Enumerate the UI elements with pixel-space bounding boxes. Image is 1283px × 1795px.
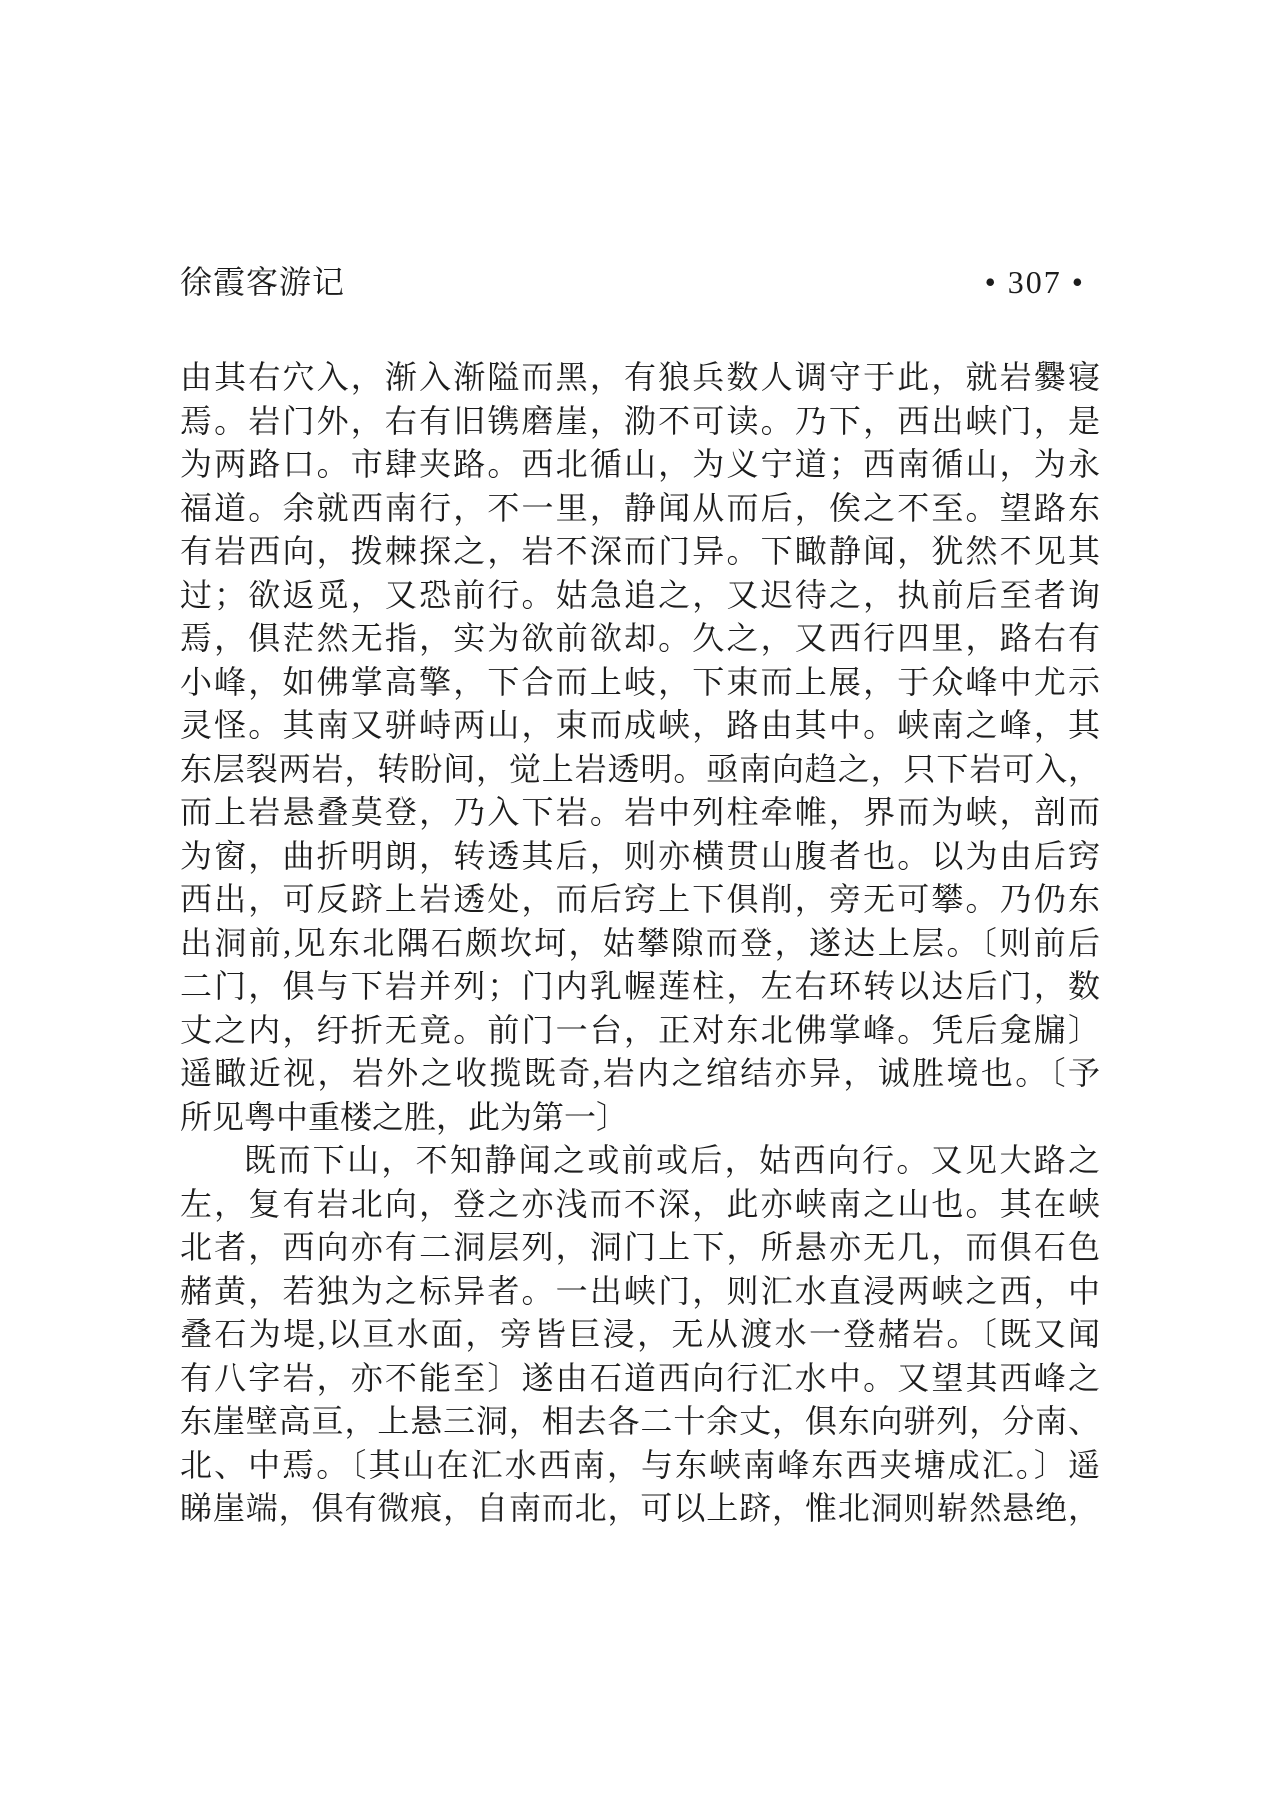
text-line: 睇崖端，俱有微痕，自南而北，可以上跻，惟北洞则崭然悬绝，: [180, 1490, 1100, 1526]
text-line: 北者，西向亦有二洞层列，洞门上下，所悬亦无几，而俱石色: [180, 1229, 1100, 1265]
text-line: 福道。余就西南行，不一里，静闻从而后，俟之不至。望路东: [180, 489, 1100, 526]
text-line: 有岩西向，拨棘探之，岩不深而门异。下瞰静闻，犹然不见其: [180, 533, 1100, 569]
text-line: 东层裂两岩，转盼间，觉上岩透明。亟南向趋之，只下岩可入，: [180, 750, 1100, 787]
text-line: 而上岩悬叠莫登，乃入下岩。岩中列柱牵帷，界而为峡，剖而: [180, 794, 1100, 830]
text-line: 过；欲返觅，又恐前行。姑急追之，又迟待之，执前后至者询: [180, 576, 1100, 613]
text-line: 小峰，如佛掌高擎，下合而上岐，下束而上展，于众峰中尤示: [180, 663, 1100, 700]
text-line: 既而下山，不知静闻之或前或后，姑西向行。又见大路之: [244, 1142, 1100, 1178]
text-line: 焉。岩门外，右有旧镌磨崖，泐不可读。乃下，西出峡门，是: [180, 402, 1100, 439]
text-line: 左，复有岩北向，登之亦浅而不深，此亦峡南之山也。其在峡: [180, 1185, 1100, 1222]
text-line: 由其右穴入，渐入渐隘而黑，有狼兵数人调守于此，就岩爨寝: [180, 359, 1100, 395]
text-line: 赭黄，若独为之标异者。一出峡门，则汇水直浸两峡之西，中: [180, 1272, 1100, 1309]
text-line: 西出，可反跻上岩透处，而后窍上下俱削，旁无可攀。乃仍东: [180, 881, 1100, 917]
text-line: 北、中焉。〔其山在汇水西南，与东峡南峰东西夹塘成汇。〕遥: [180, 1446, 1100, 1483]
text-line: 东崖壁高亘，上悬三洞，相去各二十余丈，俱东向骈列，分南、: [180, 1403, 1100, 1439]
text-line: 有八字岩，亦不能至〕遂由石道西向行汇水中。又望其西峰之: [180, 1359, 1100, 1396]
text-line: 焉，俱茫然无指，实为欲前欲却。久之，又西行四里，路右有: [180, 620, 1100, 656]
text-line: 为两路口。市肆夹路。西北循山，为义宁道；西南循山，为永: [180, 446, 1100, 482]
page-body: [180, 356, 1100, 1531]
text-line: 所见粤中重楼之胜，此为第一〕: [180, 1098, 629, 1135]
text-line: 丈之内，纡折无竟。前门一台，正对东北佛掌峰。凭后龛牖〕: [180, 1011, 1100, 1048]
text-line: 灵怪。其南又骈峙两山，束而成峡，路由其中。峡南之峰，其: [180, 707, 1100, 743]
page-number: • 307 •: [984, 264, 1085, 300]
page-header: [180, 262, 1085, 302]
text-line: 为窗，曲折明朗，转透其后，则亦横贯山腹者也。以为由后窍: [180, 837, 1100, 874]
text-line: 遥瞰近视，岩外之收揽既奇,岩内之绾结亦异，诚胜境也。〔予: [180, 1055, 1100, 1091]
book-title: 徐霞客游记: [180, 264, 346, 300]
text-line: 二门，俱与下岩并列；门内乳幄莲柱，左右环转以达后门，数: [180, 968, 1100, 1004]
text-line: 出洞前,见东北隅石颇坎坷，姑攀隙而登，遂达上层。〔则前后: [180, 924, 1100, 961]
text-line: 叠石为堤,以亘水面，旁皆巨浸，无从渡水一登赭岩。〔既又闻: [180, 1316, 1100, 1352]
